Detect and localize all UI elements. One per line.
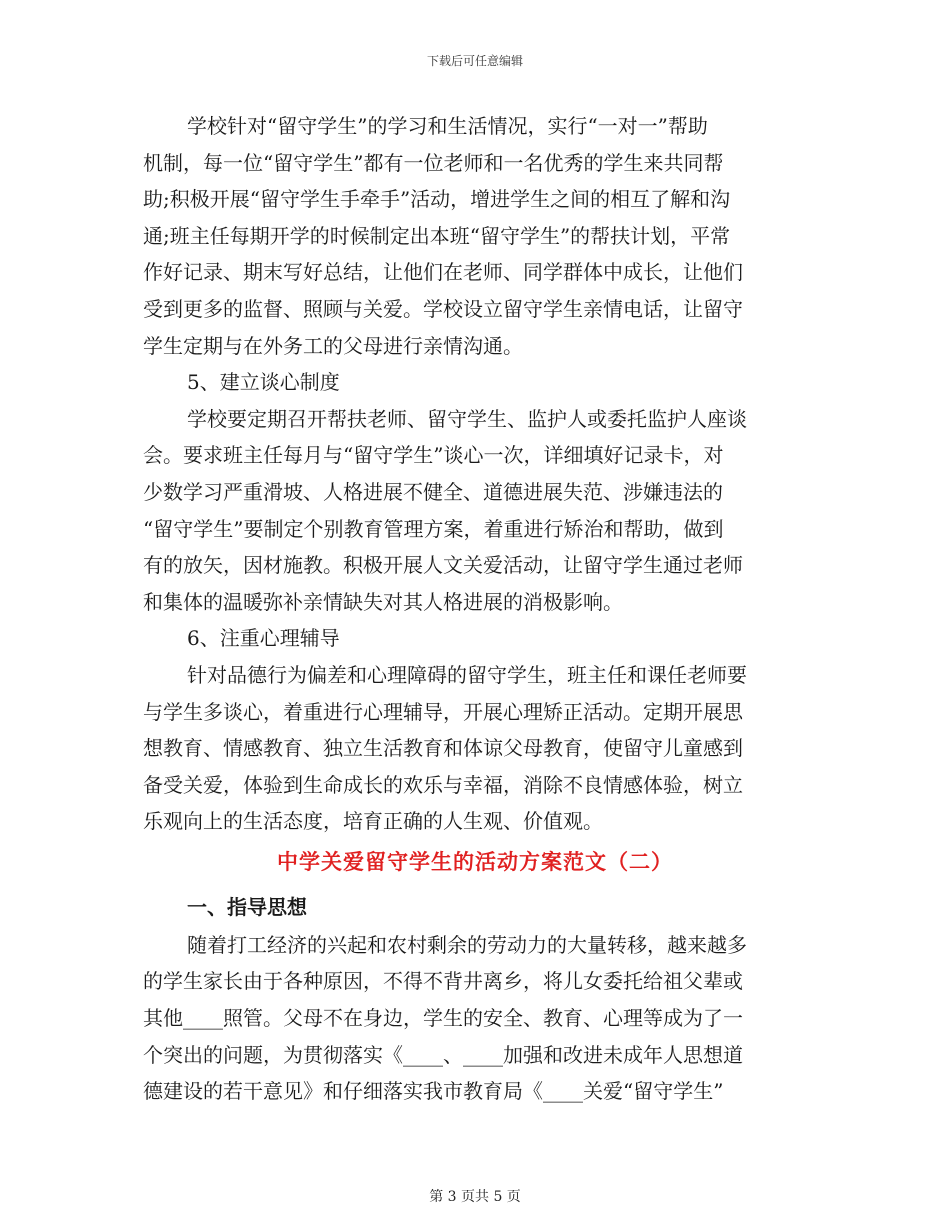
page-header: 下载后可任意编辑 [426,54,523,68]
paragraph-line: 少数学习严重滑坡、人格进展不健全、道德进展失范、涉嫌违法的 [143,479,723,504]
paragraph-line: 学校要定期召开帮扶老师、留守学生、监护人或委托监护人座谈 [187,406,747,431]
paragraph-line: 个突出的问题，为贯彻落实《____、____加强和改进未成年人思想道 [143,1042,743,1067]
paragraph-line: “留守学生”要制定个别教育管理方案，着重进行矫治和帮助，做到 [143,516,724,541]
subsection-heading: 5、建立谈心制度 [187,370,340,395]
paragraph-line: 随着打工经济的兴起和农村剩余的劳动力的大量转移，越来越多 [187,932,747,957]
paragraph-line: 作好记录、期末写好总结，让他们在老师、同学群体中成长，让他们 [143,260,743,285]
section-heading: 一、指导思想 [187,894,307,919]
paragraph-line: 针对品德行为偏差和心理障碍的留守学生，班主任和课任老师要 [187,662,747,687]
paragraph-line: 有的放矢，因材施教。积极开展人文关爱活动，让留守学生通过老师 [143,553,743,578]
paragraph-line: 学校针对“留守学生”的学习和生活情况，实行“一对一”帮助 [187,114,708,138]
paragraph-line: 德建设的若干意见》和仔细落实我市教育局《____关爱“留守学生” [143,1079,724,1104]
paragraph-line: 学生定期与在外务工的父母进行亲情沟通。 [143,333,523,358]
paragraph-line: 机制，每一位“留守学生”都有一位老师和一名优秀的学生来共同帮 [143,150,724,175]
paragraph-line: 会。要求班主任每月与“留守学生”谈心一次，详细填好记录卡，对 [143,443,724,468]
paragraph-line: 和集体的温暖弥补亲情缺失对其人格进展的消极影响。 [143,589,623,614]
paragraph-line: 想教育、情感教育、独立生活教育和体谅父母教育，使留守儿童感到 [143,736,743,761]
paragraph-line: 受到更多的监督、照顾与关爱。学校设立留守学生亲情电话，让留守 [143,296,743,321]
paragraph-line: 备受关爱，体验到生命成长的欢乐与幸福，消除不良情感体验，树立 [143,772,743,797]
paragraph-line: 与学生多谈心，着重进行心理辅导，开展心理矫正活动。定期开展思 [143,699,743,724]
paragraph-line: 乐观向上的生活态度，培育正确的人生观、价值观。 [143,809,603,834]
section-title: 中学关爱留守学生的活动方案范文（二） [277,848,673,874]
page-footer: 第 3 页共 5 页 [429,1189,521,1205]
paragraph-line: 的学生家长由于各种原因，不得不背井离乡，将儿女委托给祖父辈或 [143,969,743,994]
paragraph-line: 通;班主任每期开学的时候制定出本班“留守学生”的帮扶计划，平常 [143,223,731,248]
paragraph-line: 助;积极开展“留守学生手牵手”活动，增进学生之间的相互了解和沟 [143,187,731,212]
paragraph-line: 其他____照管。父母不在身边，学生的安全、教育、心理等成为了一 [143,1006,743,1031]
subsection-heading: 6、注重心理辅导 [187,626,340,651]
document-body [143,108,807,1110]
